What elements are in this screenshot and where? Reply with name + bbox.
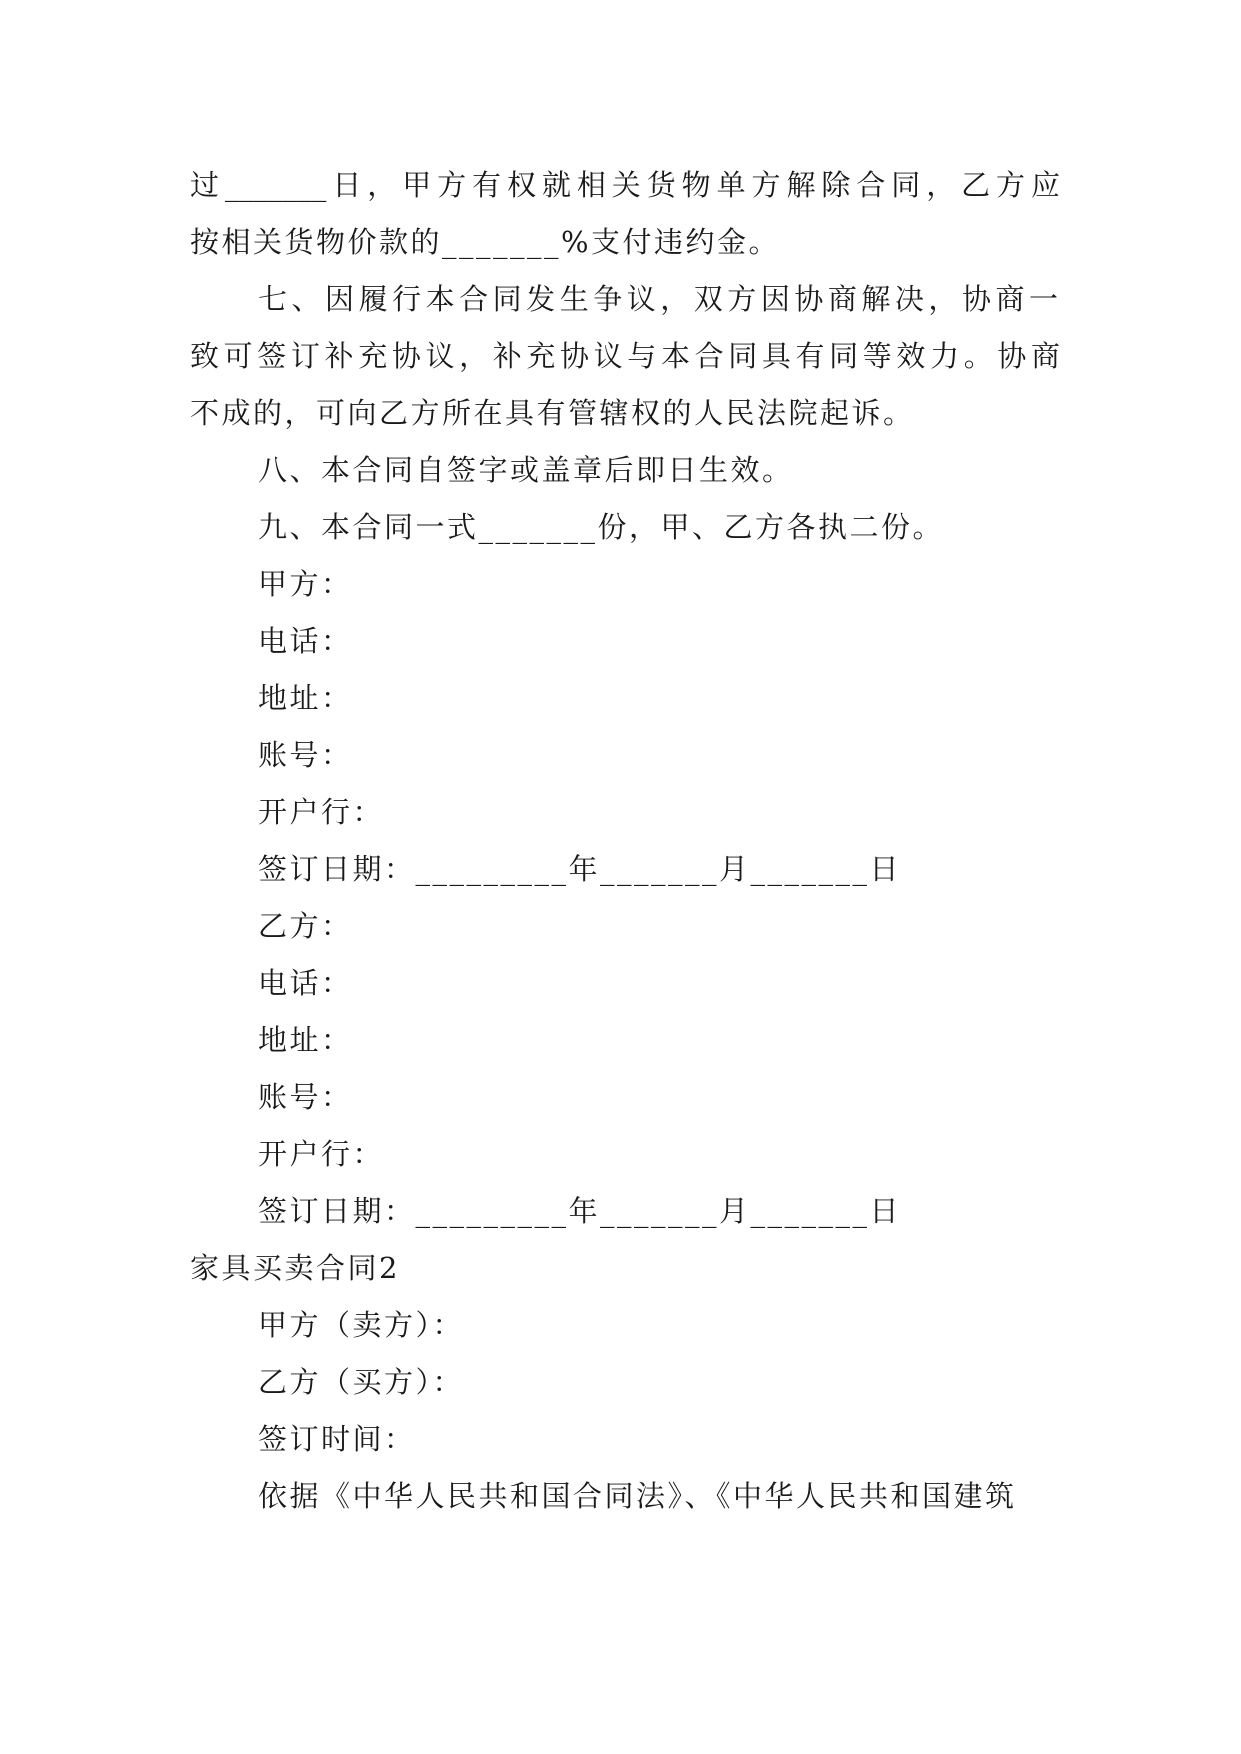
seller-label: 甲方（卖方）：	[258, 1308, 465, 1342]
paragraph-7-line-2: 致可签订补充协议，补充协议与本合同具有同等效力。协商	[190, 339, 1060, 373]
paragraph-6-line-2: 按相关货物价款的_______%支付违约金。	[190, 225, 781, 259]
legal-basis-line: 依据《中华人民共和国合同法》、《中华人民共和国建筑	[258, 1479, 1017, 1513]
section-title-contract-2: 家具买卖合同2	[190, 1251, 400, 1285]
party-b-account: 账号：	[258, 1080, 353, 1114]
party-b-bank: 开户行：	[258, 1137, 385, 1171]
party-a-bank: 开户行：	[258, 795, 385, 829]
buyer-label: 乙方（买方）：	[258, 1365, 465, 1399]
party-a-account: 账号：	[258, 738, 353, 772]
paragraph-9: 九、本合同一式_______份，甲、乙方各执二份。	[258, 510, 945, 544]
sign-time-label: 签订时间：	[258, 1422, 416, 1456]
party-b-label: 乙方：	[258, 909, 353, 943]
party-a-address: 地址：	[258, 681, 353, 715]
paragraph-7-line-3: 不成的，可向乙方所在具有管辖权的人民法院起诉。	[190, 396, 915, 430]
party-a-sign-date: 签订日期：_________年_______月_______日	[258, 852, 902, 886]
paragraph-7-line-1: 七、因履行本合同发生争议，双方因协商解决，协商一	[258, 282, 1058, 316]
party-b-sign-date: 签订日期：_________年_______月_______日	[258, 1194, 902, 1228]
party-a-label: 甲方：	[258, 567, 353, 601]
party-b-phone: 电话：	[258, 966, 353, 1000]
paragraph-8: 八、本合同自签字或盖章后即日生效。	[258, 453, 794, 487]
party-b-address: 地址：	[258, 1023, 353, 1057]
party-a-phone: 电话：	[258, 624, 353, 658]
paragraph-6-line-1: 过_______日，甲方有权就相关货物单方解除合同，乙方应	[190, 168, 1060, 202]
